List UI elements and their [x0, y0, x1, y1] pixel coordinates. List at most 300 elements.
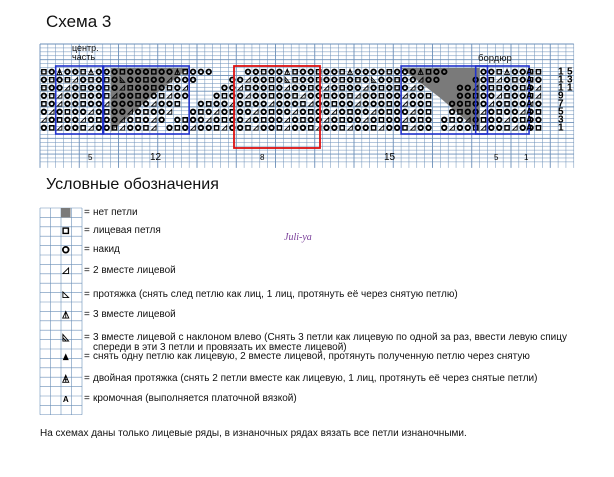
k3tog-icon	[63, 311, 69, 318]
chart-stitch	[340, 110, 345, 115]
chart-stitch	[42, 86, 46, 90]
chart-stitch	[246, 94, 251, 99]
chart-stitch	[50, 126, 54, 130]
chart-stitch	[442, 126, 447, 131]
chart-stitch	[379, 70, 384, 75]
legend-grid-lines	[40, 208, 82, 415]
chart-stitch	[450, 118, 454, 122]
watermark: Juli-ya	[284, 232, 312, 243]
chart-stitch	[65, 126, 70, 131]
chart-stitch	[513, 102, 518, 107]
chart-stitch	[411, 102, 416, 107]
chart-stitch	[42, 110, 47, 115]
chart-stitch	[489, 86, 493, 90]
edge-stitch-marker: A	[526, 122, 533, 133]
chart-stitch	[57, 118, 61, 122]
chart-stitch	[418, 110, 423, 115]
chart-stitch	[379, 126, 384, 131]
chart-stitch	[104, 118, 109, 123]
chart-stitch	[104, 70, 109, 75]
chart-stitch	[505, 94, 509, 98]
chart-stitch	[497, 94, 502, 99]
chart-stitch	[246, 78, 251, 83]
chart-stitch	[356, 110, 361, 115]
chart-stitch	[81, 110, 86, 115]
chart-stitch	[513, 86, 518, 91]
chart-stitch	[411, 86, 416, 91]
chart-stitch	[105, 110, 109, 114]
chart-stitch	[418, 102, 423, 107]
chart-stitch	[57, 78, 62, 83]
chart-stitch	[411, 110, 416, 115]
chart-stitch	[49, 102, 54, 107]
chart-stitch	[191, 70, 196, 75]
chart-stitch	[513, 110, 518, 115]
chart-stitch	[309, 102, 314, 107]
chart-stitch	[379, 86, 383, 90]
chart-stitch	[49, 118, 54, 123]
chart-stitch	[387, 126, 392, 131]
chart-stitch	[403, 126, 407, 130]
chart-stitch	[536, 102, 541, 107]
chart-stitch	[183, 94, 188, 99]
chart-stitch	[426, 126, 431, 131]
chart-stitch	[105, 94, 109, 98]
chart-stitch	[199, 110, 203, 114]
chart-stitch	[73, 86, 78, 91]
legend-equals: =	[84, 207, 90, 218]
chart-stitch	[387, 118, 392, 123]
chart-stitch	[301, 78, 306, 83]
chart-stitch	[65, 110, 69, 114]
chart-stitch	[167, 86, 171, 90]
legend-equals: =	[84, 309, 90, 320]
chart-stitch	[520, 70, 525, 75]
chart-stitch	[269, 78, 273, 82]
chart-stitch	[332, 102, 336, 106]
chart-stitch	[363, 118, 368, 123]
chart-stitch	[536, 118, 541, 123]
chart-stitch	[199, 126, 204, 131]
chart-stitch	[136, 110, 141, 115]
chart-stitch	[309, 126, 313, 130]
chart-stitch	[450, 126, 455, 131]
chart-stitch	[403, 70, 408, 75]
chart-stitch	[403, 110, 408, 115]
chart-stitch	[42, 118, 47, 123]
chart-stitch	[175, 78, 180, 83]
chart-stitch	[309, 86, 313, 90]
chart-stitch	[505, 102, 509, 106]
chart-stitch	[285, 118, 290, 123]
chart-stitch	[73, 110, 78, 115]
chart-stitch	[442, 118, 447, 123]
chart-stitch	[340, 118, 344, 122]
row-number: 7	[558, 98, 564, 110]
chart-stitch	[285, 69, 290, 74]
chart-stitch	[426, 110, 430, 114]
chart-stitch	[371, 102, 376, 107]
chart-stitch	[309, 94, 314, 99]
chart-stitch	[363, 86, 368, 91]
chart-stitch	[309, 78, 314, 83]
chart-stitch	[403, 102, 408, 107]
chart-stitch	[183, 78, 188, 83]
chart-stitch	[57, 94, 62, 99]
chart-stitch	[105, 86, 109, 90]
chart-stitch	[269, 102, 274, 107]
chart-stitch	[65, 118, 70, 123]
chart-stitch	[379, 94, 383, 98]
column-number: 5	[494, 153, 499, 162]
chart-stitch	[521, 86, 525, 90]
chart-stitch	[489, 78, 493, 82]
chart-stitch	[520, 126, 525, 131]
chart-stitch	[293, 70, 297, 74]
legend-equals: =	[84, 225, 90, 236]
chart-stitch	[214, 110, 219, 115]
chart-stitch	[371, 86, 376, 91]
chart-stitch	[458, 118, 463, 123]
chart-stitch	[277, 102, 282, 107]
column-number: 5	[88, 153, 93, 162]
chart-stitch	[356, 102, 361, 107]
chart-stitch	[183, 126, 188, 131]
chart-stitch	[167, 110, 172, 115]
row-number: 1	[558, 82, 564, 94]
chart-stitch	[277, 118, 282, 123]
row-number: 3	[558, 114, 564, 126]
knitting-chart	[0, 0, 614, 170]
chart-stitch	[254, 118, 259, 123]
chart-stitch	[246, 118, 251, 123]
edge-stitch-marker: A	[526, 82, 533, 93]
chart-stitch	[167, 126, 172, 131]
chart-stitch	[49, 86, 54, 91]
chart-stitch	[269, 94, 273, 98]
chart-stitch	[505, 110, 510, 115]
chart-stitch	[332, 94, 337, 99]
chart-stitch	[356, 126, 361, 131]
chart-stitch	[120, 126, 125, 131]
legend-item-text: спереди в эти 3 петли и провязать их вместе лицевой)	[93, 342, 347, 353]
chart-stitch	[261, 86, 266, 91]
chart-stitch	[159, 110, 164, 115]
chart-stitch	[261, 126, 266, 131]
chart-stitch	[301, 94, 306, 99]
legend-title: Условные обозначения	[46, 176, 219, 193]
chart-stitch	[536, 86, 541, 91]
chart-stitch	[285, 110, 290, 115]
chart-stitch	[89, 69, 94, 74]
chart-stitch	[97, 102, 102, 107]
chart-stitch	[246, 110, 251, 115]
chart-stitch	[332, 86, 337, 91]
row-number: 9	[558, 90, 564, 102]
chart-stitch	[269, 70, 274, 75]
chart-stitch	[97, 110, 102, 115]
chart-stitch	[73, 126, 78, 131]
chart-stitch	[175, 86, 180, 91]
chart-stitch	[395, 126, 400, 131]
chart-stitch	[246, 86, 250, 90]
edge-stitch-marker: A	[526, 66, 533, 77]
chart-stitch	[348, 69, 353, 74]
chart-stitch	[301, 118, 305, 122]
legend-equals: =	[84, 351, 90, 362]
column-number: 12	[150, 152, 162, 163]
chart-stitch	[481, 102, 486, 107]
chart-stitch	[254, 86, 259, 91]
chart-stitch	[513, 118, 518, 123]
chart-stitch	[42, 126, 47, 131]
chart-stitch	[513, 94, 518, 99]
chart-stitch	[81, 86, 85, 90]
chart-stitch	[144, 102, 149, 107]
chart-stitch	[199, 102, 204, 107]
chart-stitch	[57, 102, 62, 107]
chart-stitch	[536, 110, 540, 114]
chart-stitch	[254, 110, 259, 115]
chart-stitch	[159, 102, 164, 107]
chart-stitch	[309, 70, 314, 75]
row-number: 1	[567, 82, 573, 94]
k2tog-icon	[63, 268, 69, 274]
chart-stitch	[144, 110, 148, 114]
chart-stitch	[481, 70, 486, 75]
chart-stitch	[261, 110, 266, 115]
chart-stitch	[65, 70, 70, 75]
chart-stitch	[206, 126, 211, 131]
chart-stitch	[42, 70, 46, 74]
chart-stitch	[207, 102, 211, 106]
chart-stitch	[497, 118, 502, 123]
chart-stitch	[395, 102, 400, 107]
chart-stitch	[277, 94, 282, 99]
chart-stitch	[238, 126, 243, 131]
chart-stitch	[73, 78, 78, 83]
column-number: 8	[260, 153, 265, 162]
chart-stitch	[379, 118, 383, 122]
chart-stitch	[89, 78, 93, 82]
chart-stitch	[136, 126, 141, 131]
chart-stitch	[222, 126, 227, 131]
sk1-k2tog-psso-icon	[63, 353, 69, 360]
chart-stitch	[489, 102, 494, 107]
chart-stitch	[466, 126, 471, 131]
chart-stitch	[81, 78, 86, 83]
legend-equals: =	[84, 265, 90, 276]
chart-stitch	[206, 70, 211, 75]
chart-stitch	[348, 102, 353, 107]
chart-stitch	[363, 94, 368, 99]
chart-stitch	[89, 126, 94, 131]
chart-stitch	[505, 126, 509, 130]
chart-stitch	[332, 78, 337, 83]
border-blue-frame	[476, 66, 529, 134]
chart-stitch	[285, 94, 290, 99]
chart-stitch	[57, 86, 62, 91]
chart-stitch	[489, 70, 494, 75]
chart-stitch	[152, 126, 157, 131]
chart-stitch	[395, 70, 400, 75]
chart-stitch	[89, 94, 94, 99]
chart-stitch	[348, 78, 353, 83]
chart-stitch	[332, 126, 337, 131]
chart-stitch	[49, 110, 54, 115]
chart-stitch	[356, 118, 361, 123]
border-label: бордюр	[478, 53, 512, 64]
row-number: 5	[558, 106, 564, 118]
chart-stitch	[324, 110, 329, 115]
chart-stitch	[97, 94, 102, 99]
chart-stitch	[418, 86, 423, 91]
chart-stitch	[395, 110, 400, 115]
chart-stitch	[81, 118, 86, 123]
chart-stitch	[324, 86, 329, 91]
chart-stitch	[57, 69, 62, 75]
chart-stitch	[144, 118, 149, 123]
chart-stitch	[222, 110, 227, 115]
chart-stitch	[277, 126, 281, 130]
row-number: 1	[558, 74, 564, 86]
chart-stitch	[403, 118, 408, 123]
chart-stitch	[277, 78, 282, 83]
chart-stitch	[419, 118, 423, 122]
edge-stitch-marker: A	[526, 106, 533, 117]
row-number: 1	[558, 122, 564, 134]
chart-stitch	[277, 86, 282, 91]
chart-stitch	[426, 102, 430, 106]
chart-stitch	[285, 126, 290, 131]
chart-stitch	[513, 70, 518, 75]
chart-stitch	[81, 94, 85, 98]
chart-stitch	[49, 70, 54, 75]
chart-stitch	[293, 102, 298, 107]
chart-stitch	[183, 118, 187, 122]
chart-stitch	[42, 94, 47, 99]
chart-stitch	[356, 70, 361, 75]
chart-stitch	[395, 78, 399, 82]
chart-stitch	[293, 86, 298, 91]
chart-stitch	[481, 94, 486, 99]
chart-stitch	[152, 94, 157, 99]
chart-stitch	[81, 70, 85, 74]
chart-stitch	[214, 94, 219, 99]
chart-stitch	[520, 110, 525, 115]
chart-stitch	[395, 86, 399, 90]
chart-stitch	[426, 94, 430, 98]
chart-stitch	[269, 126, 274, 131]
chart-stitch	[387, 110, 391, 114]
chart-stitch	[269, 118, 274, 123]
chart-stitch	[73, 70, 78, 75]
chart-stitch	[214, 102, 219, 107]
legend-equals: =	[84, 332, 90, 343]
chart-stitch	[340, 78, 344, 82]
chart-stitch	[411, 118, 416, 123]
chart-stitch	[505, 86, 510, 91]
chart-stitch	[238, 110, 243, 115]
chart-stitch	[403, 86, 408, 91]
chart-stitch	[481, 78, 486, 83]
chart-stitch	[191, 78, 196, 83]
chart-stitch	[128, 118, 133, 123]
chart-stitch	[505, 78, 510, 83]
chart-stitch	[89, 118, 94, 123]
chart-stitch	[379, 78, 384, 83]
chart-stitch	[363, 110, 368, 115]
chart-stitch	[363, 78, 368, 83]
chart-stitch	[324, 78, 329, 83]
chart-stitch	[261, 102, 266, 107]
legend-item-text: 3 вместе лицевой с наклоном влево (Снять 3 петли как лицевую по одной за раз, ввести левую спицу	[93, 332, 567, 343]
chart-stitch	[513, 78, 517, 82]
edge-stitch-icon	[63, 395, 69, 404]
chart-stitch	[301, 102, 305, 106]
chart-stitch	[348, 94, 352, 98]
chart-stitch	[57, 126, 62, 131]
knit-square-icon	[63, 228, 68, 233]
chart-stitch	[411, 94, 416, 99]
chart-stitch	[238, 94, 243, 99]
chart-stitch	[222, 86, 227, 91]
chart-stitch	[144, 126, 148, 130]
chart-stitch	[183, 86, 188, 91]
chart-stitch	[104, 102, 109, 107]
chart-stitch	[262, 118, 266, 122]
chart-stitch	[214, 126, 218, 130]
chart-stitch	[128, 126, 133, 131]
chart-stitch	[348, 126, 353, 131]
chart-stitch	[238, 78, 243, 83]
chart-stitch	[222, 118, 226, 122]
chart-stitch	[136, 118, 140, 122]
chart-stitch	[50, 94, 54, 98]
chart-stitch	[481, 126, 486, 131]
chart-stitch	[222, 94, 226, 98]
chart-stitch	[301, 70, 306, 75]
chart-stitch	[340, 70, 344, 74]
chart-stitch	[411, 126, 416, 131]
chart-stitch	[371, 118, 376, 123]
chart-stitch	[222, 102, 227, 107]
chart-stitch	[246, 70, 251, 75]
chart-stitch	[89, 102, 94, 107]
chart-stitch	[65, 78, 69, 82]
chart-stitch	[293, 78, 297, 82]
chart-stitch	[167, 94, 172, 99]
legend-equals: =	[84, 289, 90, 300]
chart-stitch	[356, 94, 361, 99]
legend-equals: =	[84, 244, 90, 255]
chart-stitch	[97, 86, 102, 91]
chart-stitch	[254, 94, 259, 99]
chart-stitch	[403, 94, 408, 99]
chart-stitch	[175, 102, 179, 106]
chart-stitch	[371, 126, 375, 130]
chart-stitch	[73, 94, 78, 99]
chart-stitch	[520, 94, 525, 99]
chart-stitch	[152, 118, 157, 123]
chart-stitch	[481, 118, 485, 122]
chart-stitch	[254, 126, 259, 131]
chart-stitch	[411, 78, 416, 83]
k3tog-left-icon	[63, 334, 69, 341]
legend-item-text: снять одну петлю как лицевую, 2 вместе лицевой, протянуть полученную петлю через снятую	[93, 351, 530, 362]
chart-stitch	[340, 102, 345, 107]
chart-stitch	[536, 94, 541, 99]
